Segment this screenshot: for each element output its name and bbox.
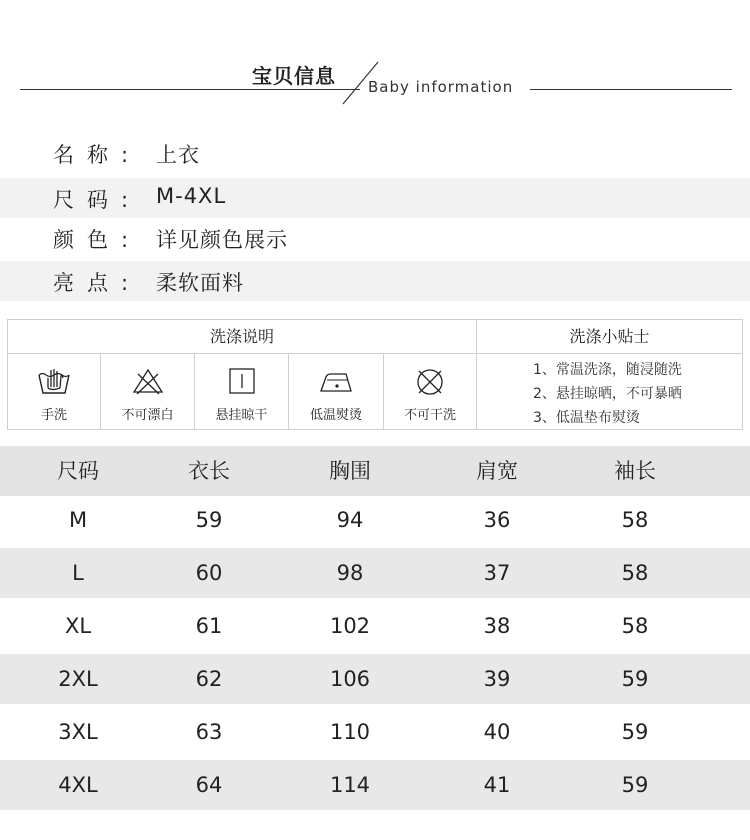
- table-cell: 59: [621, 667, 649, 691]
- tip-item: 1、常温洗涤，随浸随洗: [533, 362, 682, 378]
- wash-cell-low-iron: [289, 354, 384, 429]
- info-row-size: [0, 178, 750, 218]
- table-cell: 62: [195, 667, 223, 691]
- table-cell: 3XL: [58, 720, 98, 744]
- column-header: 胸围: [329, 459, 371, 483]
- table-cell: 37: [483, 561, 511, 585]
- table-cell: 38: [483, 614, 511, 638]
- table-row: [0, 601, 750, 651]
- size-table-header: [0, 446, 750, 496]
- info-value: 上衣: [156, 143, 200, 167]
- header-title-en: Baby information: [368, 78, 514, 96]
- no-tumble-dry-icon: [414, 366, 446, 398]
- tip-item: 3、低温垫布熨烫: [533, 410, 640, 426]
- table-cell: 59: [621, 773, 649, 797]
- table-cell: 59: [195, 508, 223, 532]
- low-iron-icon: [318, 366, 354, 396]
- table-cell: M: [68, 508, 88, 532]
- header-title-cn: 宝贝信息: [252, 64, 336, 88]
- table-cell: 63: [195, 720, 223, 744]
- column-header: 肩宽: [476, 459, 518, 483]
- table-cell: 106: [329, 667, 371, 691]
- header-divider-right: [530, 89, 732, 90]
- table-cell: 40: [483, 720, 511, 744]
- wash-cell-no-bleach: [101, 354, 195, 429]
- table-cell: 58: [621, 561, 649, 585]
- table-cell: 4XL: [58, 773, 98, 797]
- wash-caption: 不可漂白: [121, 408, 174, 423]
- info-label: 亮点:: [53, 271, 142, 295]
- washing-table: [7, 319, 743, 430]
- wash-cell-hang-dry: [195, 354, 289, 429]
- tip-item: 2、悬挂晾晒，不可暴晒: [533, 386, 682, 402]
- info-label: 尺码:: [53, 188, 142, 212]
- table-cell: 58: [621, 614, 649, 638]
- washing-tips-title: 洗涤小贴士: [477, 320, 742, 354]
- washing-instructions-title: 洗涤说明: [8, 320, 477, 354]
- table-row: [0, 760, 750, 810]
- table-cell: L: [72, 561, 84, 585]
- table-cell: 98: [336, 561, 364, 585]
- hang-dry-icon: [227, 366, 257, 396]
- table-row: [0, 654, 750, 704]
- info-row-color: [0, 218, 750, 258]
- wash-caption: 悬挂晾干: [215, 408, 268, 423]
- table-cell: 59: [621, 720, 649, 744]
- wash-cell-no-dry-clean: [384, 354, 477, 429]
- table-cell: 94: [336, 508, 364, 532]
- info-row-highlight: [0, 261, 750, 301]
- table-cell: 41: [483, 773, 511, 797]
- table-row: [0, 707, 750, 757]
- table-cell: 110: [329, 720, 371, 744]
- table-cell: 61: [195, 614, 223, 638]
- table-cell: 102: [329, 614, 371, 638]
- table-row: [0, 548, 750, 598]
- wash-caption: 低温熨烫: [309, 408, 362, 423]
- info-label: 名称:: [53, 143, 142, 167]
- wash-caption: 不可干洗: [403, 408, 456, 423]
- washing-tips-list: [477, 354, 742, 429]
- info-row-name: [0, 133, 750, 173]
- hand-wash-icon: [36, 366, 72, 396]
- table-row: [0, 495, 750, 545]
- info-label: 颜色:: [53, 228, 142, 252]
- no-bleach-icon: [131, 366, 165, 396]
- table-cell: 58: [621, 508, 649, 532]
- column-header: 袖长: [614, 459, 656, 483]
- table-cell: 36: [483, 508, 511, 532]
- info-value: M-4XL: [156, 184, 227, 208]
- column-header: 尺码: [57, 459, 99, 483]
- column-header: 衣长: [188, 459, 230, 483]
- table-cell: 60: [195, 561, 223, 585]
- table-cell: XL: [64, 614, 92, 638]
- wash-cell-hand-wash: [8, 354, 101, 429]
- wash-caption: 手洗: [40, 408, 67, 423]
- header-divider-left: [20, 89, 360, 90]
- info-value: 柔软面料: [156, 271, 244, 295]
- table-cell: 114: [329, 773, 371, 797]
- table-cell: 39: [483, 667, 511, 691]
- info-value: 详见颜色展示: [156, 228, 288, 252]
- table-cell: 2XL: [58, 667, 98, 691]
- table-cell: 64: [195, 773, 223, 797]
